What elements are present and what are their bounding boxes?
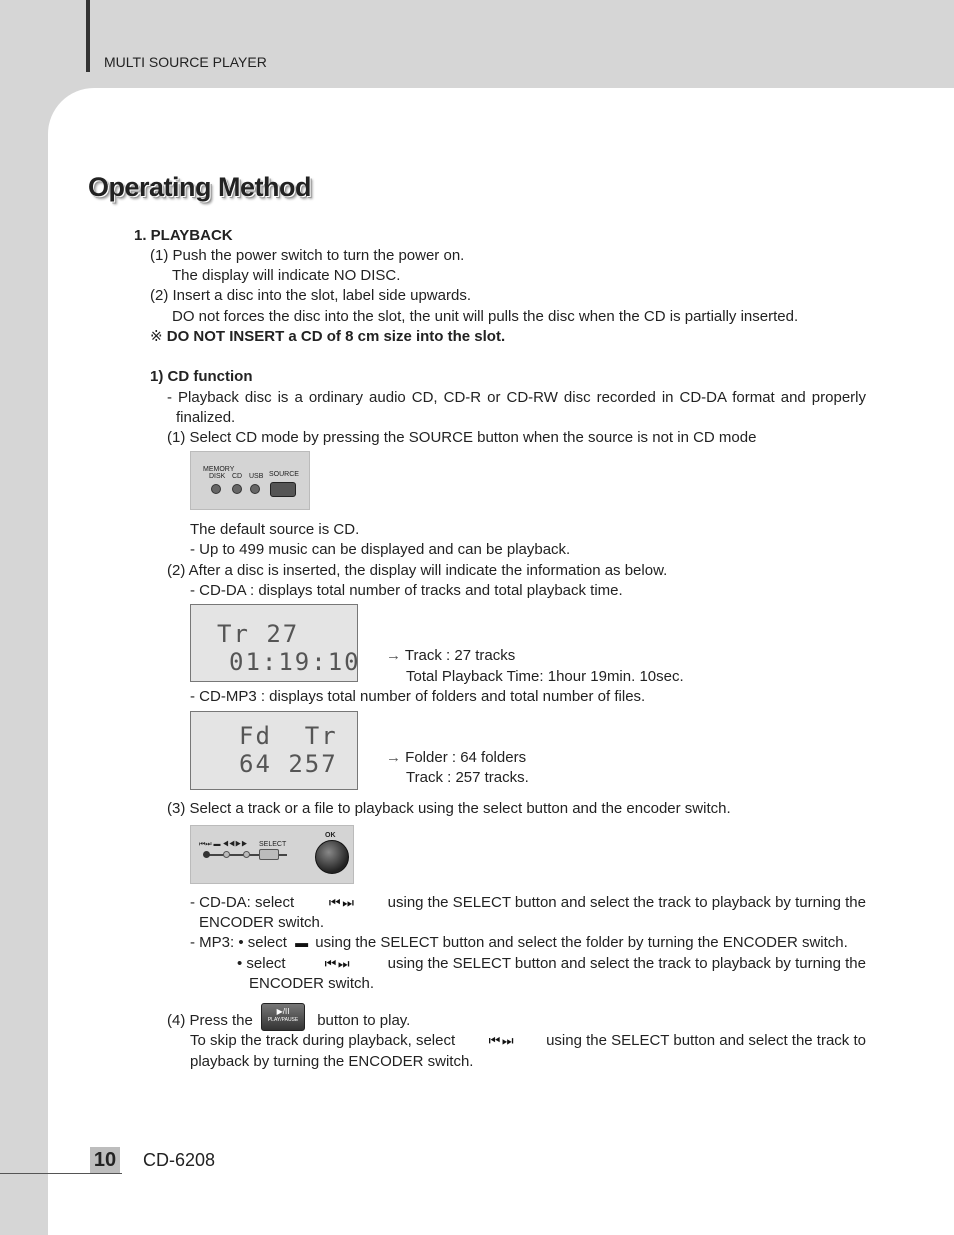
step-text: (2) Insert a disc into the slot, label side upwards.	[150, 287, 471, 304]
play-pause-button-icon	[261, 1003, 305, 1031]
cdda-text: - CD-DA: select	[190, 894, 295, 911]
mp3-text: - MP3: • select	[190, 934, 287, 951]
mode-icons: ⏮⏭ ▬ ◀◀▶▶	[199, 841, 248, 848]
step-text: The display will indicate NO DISC.	[172, 267, 401, 284]
arrow-icon: →	[386, 647, 401, 664]
cdda-text: ENCODER switch.	[199, 914, 325, 931]
lcd-line: 64 257	[239, 750, 338, 778]
cd-led-icon	[232, 484, 242, 494]
select-button-icon	[259, 849, 279, 860]
mp3-text: • select	[237, 955, 286, 972]
warning-label: DO NOT INSERT a CD of 8 cm size into the slot.	[166, 328, 506, 345]
model-name: CD-6208	[143, 1150, 216, 1170]
mode-led-icon	[223, 851, 230, 858]
step-text: - Up to 499 music can be displayed and can be playback.	[190, 541, 571, 558]
play-pause-label: PLAY/PAUSE	[267, 1017, 299, 1024]
lcd-line: Tr 27	[217, 620, 300, 648]
lcd-display-cdda	[190, 604, 361, 682]
step-text-part: (4) Press the	[167, 1012, 253, 1029]
encoder-knob-icon	[315, 840, 349, 874]
header-label: MULTI SOURCE PLAYER	[104, 54, 267, 70]
mp3-instruction	[237, 954, 866, 974]
skip-instruction	[190, 1031, 866, 1051]
mp3-text: using the SELECT button and select the folder by turning the ENCODER switch.	[315, 934, 848, 951]
step-text: (2) After a disc is inserted, the display will indicate the information as below.	[167, 562, 668, 579]
subsection-heading: 1) CD function	[150, 368, 253, 385]
source-button-icon	[270, 482, 296, 497]
section-heading: 1. PLAYBACK	[134, 227, 233, 244]
step-text: (1) Push the power switch to turn the power on.	[150, 247, 465, 264]
usb-led-icon	[250, 484, 260, 494]
cdda-instruction	[190, 893, 866, 913]
cdda-text: using the SELECT button and select the track to playback by turning the	[387, 894, 866, 911]
page-number: 10	[90, 1147, 120, 1173]
step-text: (1) Select CD mode by pressing the SOURCE button when the source is not in CD mode	[167, 429, 757, 446]
skip-text: using the SELECT button and select the track to	[546, 1032, 866, 1049]
footer-divider	[0, 1173, 122, 1174]
skip-icon: ⏮ ⏭	[488, 1033, 513, 1048]
usb-label: USB	[249, 473, 264, 480]
step-text: - CD-MP3 : displays total number of folders and total number of files.	[190, 688, 646, 705]
disk-led-icon	[211, 484, 221, 494]
mp3-text: using the SELECT button and select the track to playback by turning the	[387, 955, 866, 972]
mp3-text: ENCODER switch.	[249, 975, 375, 992]
skip-text: To skip the track during playback, select	[190, 1032, 456, 1049]
reference-mark-icon: ※	[150, 328, 163, 345]
lcd-line: Fd Tr	[239, 722, 338, 750]
play-pause-symbol: ▶/II	[276, 1007, 290, 1017]
lcd-line: 01:19:10	[229, 648, 361, 676]
header-bar	[86, 0, 90, 72]
step-text: (3) Select a track or a file to playback using the select button and the encoder switch.	[167, 800, 731, 817]
cd-label: CD	[232, 473, 243, 480]
step-text: The default source is CD.	[190, 521, 360, 538]
lcd-note-text: Track : 257 tracks.	[406, 769, 529, 786]
step-text: DO not forces the disc into the slot, the unit will pulls the disc when the CD is partially inserted.	[172, 308, 799, 325]
lcd-note-text: Track : 27 tracks	[404, 647, 516, 664]
skip-icon: ⏮ ⏭	[328, 895, 353, 910]
mode-led-icon	[203, 851, 210, 858]
ok-label: OK	[325, 832, 336, 839]
mode-led-icon	[243, 851, 250, 858]
folder-icon: ▬	[295, 935, 308, 951]
lcd-note-text: Folder : 64 folders	[405, 749, 527, 766]
skip-icon: ⏮ ⏭	[324, 956, 349, 971]
lcd-note	[386, 646, 515, 666]
disk-label: DISK	[209, 473, 226, 480]
cd-intro: - Playback disc is a ordinary audio CD, CD-R or CD-RW disc recorded in CD-DA format and properly finalized.	[167, 389, 866, 426]
lcd-display-mp3	[190, 711, 358, 790]
select-panel-image	[190, 825, 354, 884]
lcd-note-text: Total Playback Time: 1hour 19min. 10sec.	[406, 668, 684, 685]
step-text-part: button to play.	[317, 1012, 411, 1029]
step-text: - CD-DA : displays total number of tracks and total playback time.	[190, 582, 623, 599]
select-label: SELECT	[259, 841, 287, 848]
mp3-instruction	[190, 933, 848, 953]
skip-text: playback by turning the ENCODER switch.	[190, 1053, 474, 1070]
arrow-icon: →	[386, 749, 401, 766]
step-text	[167, 1007, 411, 1031]
page-title: Operating Method	[88, 172, 311, 202]
warning-text	[150, 327, 505, 347]
source-label: SOURCE	[269, 471, 299, 478]
memory-label: MEMORY	[203, 466, 235, 473]
lcd-note	[386, 748, 526, 768]
source-panel-image	[190, 451, 310, 510]
